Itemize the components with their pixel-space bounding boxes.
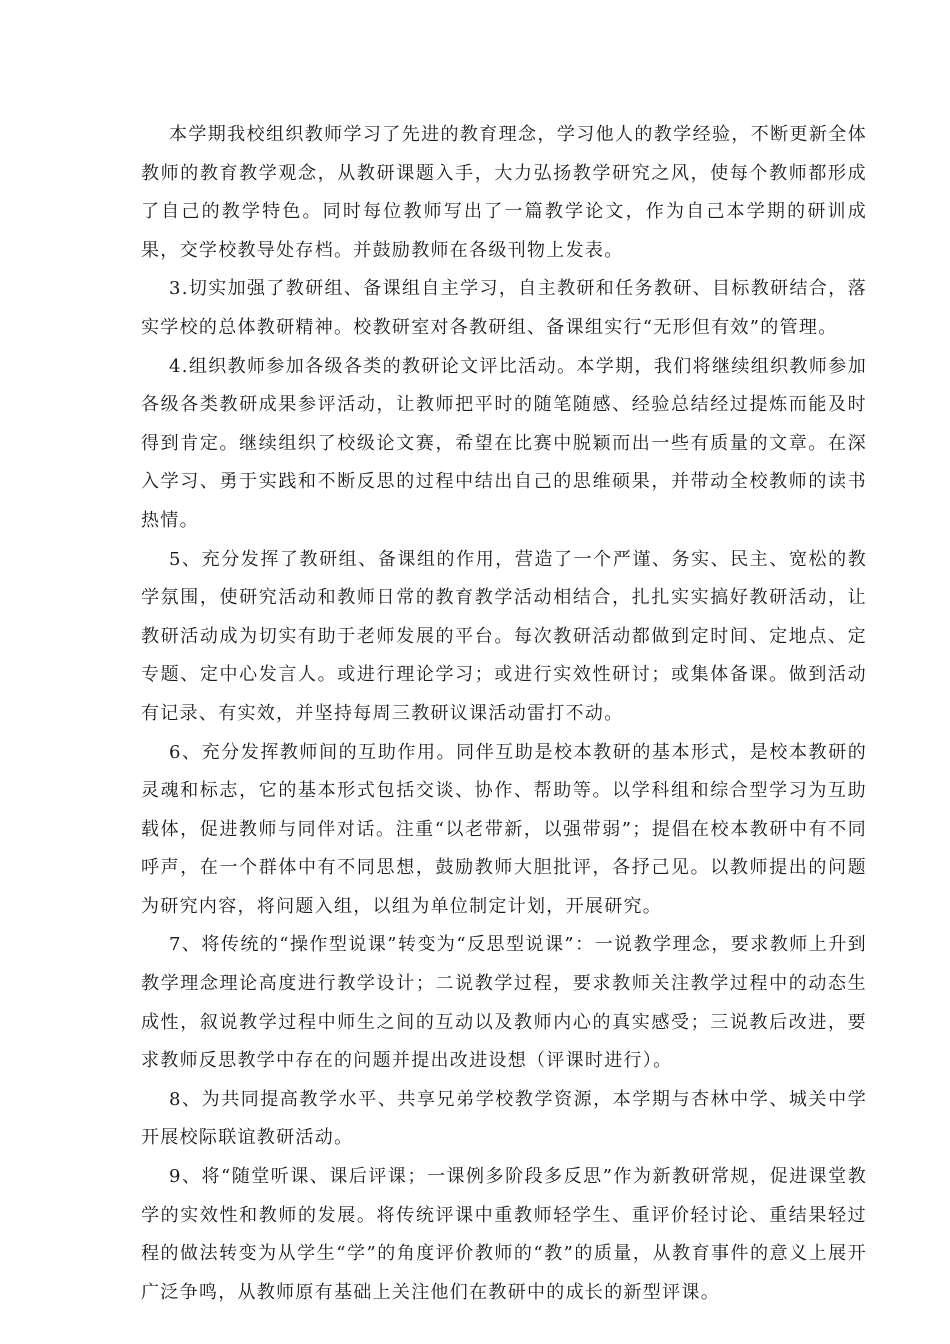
paragraph-item-3: 3.切实加强了教研组、备课组自主学习，自主教研和任务教研、目标教研结合，落实学校的总体教研精神。校教研室对各教研组、备课组实行“无形但有效”的管理。 (141, 278, 867, 338)
paragraph-item-9: 9、将“随堂听课、课后评课；一课例多阶段多反思”作为新教研常规，促进课堂教学的实效性和教师的发展。将传统评课中重教师轻学生、重评价轻讨论、重结果轻过程的做法转变为从学生“学”的角度评价教师的“教”的质量，从教育事件的意义上展开广泛争鸣，从教师原有基础上关注他们在教研中的成长的新型评课。 (141, 1166, 867, 1303)
paragraph-item-6: 6、充分发挥教师间的互助作用。同伴互助是校本教研的基本形式，是校本教研的灵魂和标志，它的基本形式包括交谈、协作、帮助等。以学科组和综合型学习为互助载体，促进教师与同伴对话。注重“以老带新，以强带弱”；提倡在校本教研中有不同呼声，在一个群体中有不同思想，鼓励教师大胆批评，各抒己见。以教师提出的问题为研究内容，将问题入组，以组为单位制定计划，开展研究。 (141, 741, 867, 917)
paragraph-item-5: 5、充分发挥了教研组、备课组的作用，营造了一个严谨、务实、民主、宽松的教学氛围，使研究活动和教师日常的教育教学活动相结合，扎扎实实搞好教研活动，让教研活动成为切实有助于老师发展的平台。每次教研活动都做到定时间、定地点、定专题、定中心发言人。或进行理论学习；或进行实效性研讨；或集体备课。做到活动有记录、有实效，并坚持每周三教研议课活动雷打不动。 (141, 548, 867, 724)
paragraph-item-7: 7、将传统的“操作型说课”转变为“反思型说课”：一说教学理念，要求教师上升到教学理念理论高度进行教学设计；二说教学过程，要求教师关注教学过程中的动态生成性，叙说教学过程中师生之间的互动以及教师内心的真实感受；三说教后改进，要求教师反思教学中存在的问题并提出改进设想（评课时进行）。 (141, 934, 867, 1072)
paragraph-intro: 本学期我校组织教师学习了先进的教育理念，学习他人的教学经验，不断更新全体教师的教育教学观念，从教研课题入手，大力弘扬教学研究之风，使每个教师都形成了自己的教学特色。同时每位教师写出了一篇教学论文，作为自己本学期的研训成果，交学校教导处存档。并鼓励教师在各级刊物上发表。 (141, 124, 867, 261)
paragraph-item-8: 8、为共同提高教学水平、共享兄弟学校教学资源，本学期与杏林中学、城关中学开展校际联谊教研活动。 (141, 1088, 867, 1149)
document-body (141, 116, 867, 1312)
paragraph-item-4: 4.组织教师参加各级各类的教研论文评比活动。本学期，我们将继续组织教师参加各级各类教研成果参评活动，让教师把平时的随笔随感、经验总结经过提炼而能及时得到肯定。继续组织了校级论文赛，希望在比赛中脱颖而出一些有质量的文章。在深入学习、勇于实践和不断反思的过程中结出自己的思维硕果，并带动全校教师的读书热情。 (141, 355, 867, 531)
